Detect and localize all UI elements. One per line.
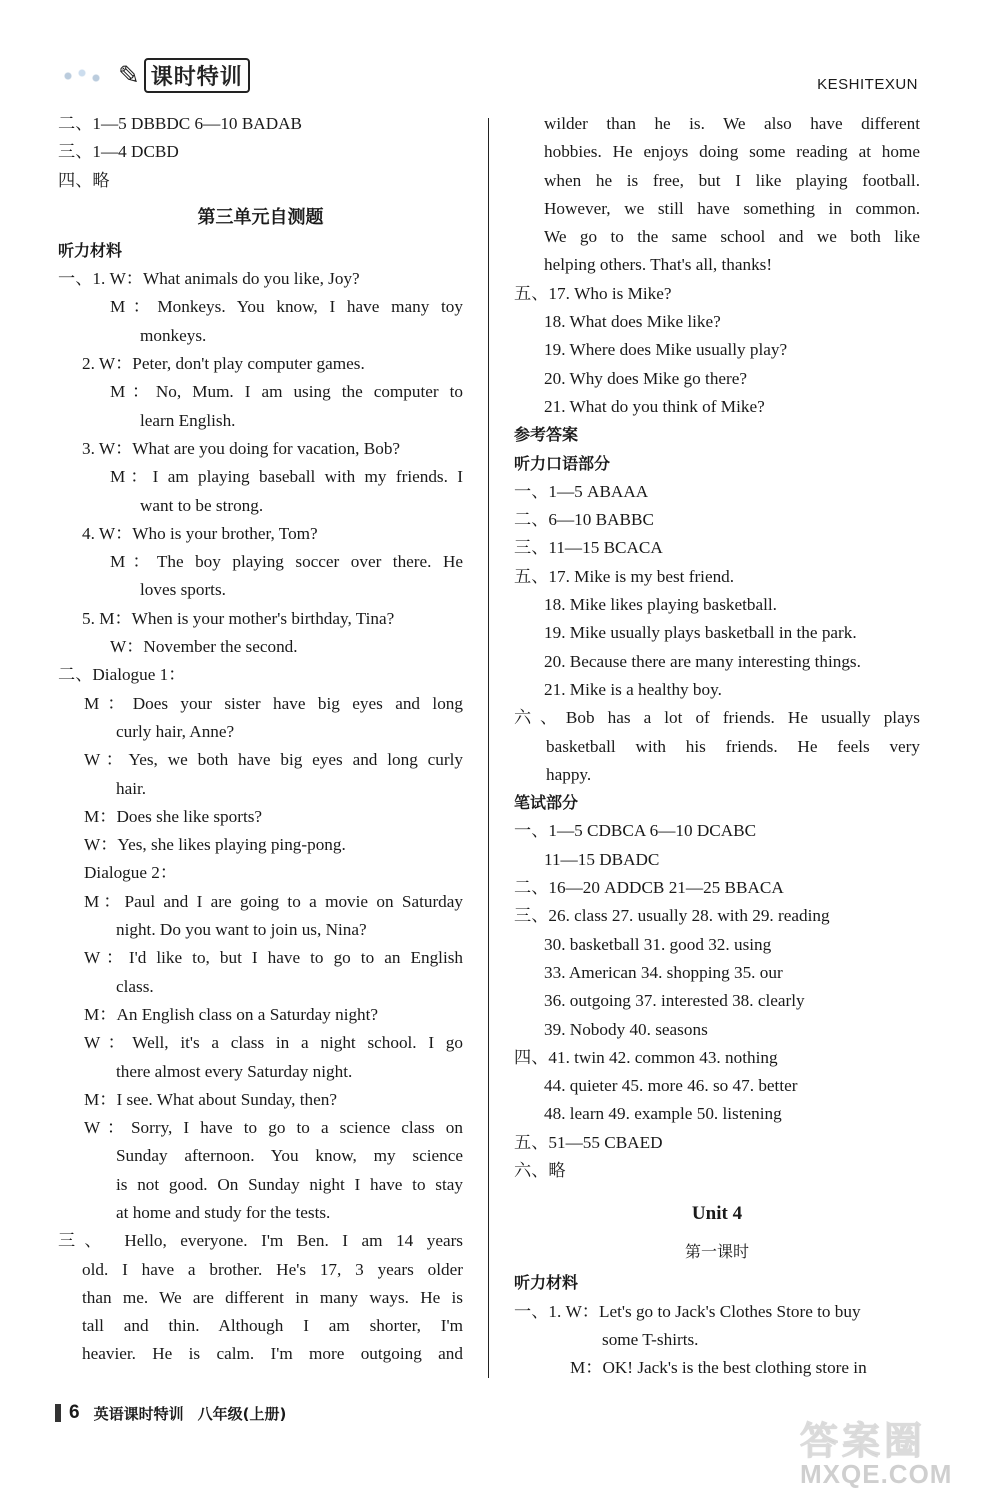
- passage-line: However, we still have something in common.: [544, 198, 920, 218]
- dialogue-line: W：Yes, we both have big eyes and long curly: [84, 750, 463, 770]
- dialogue-line: W：Well, it's a class in a night school. I go: [84, 1033, 463, 1053]
- dialogue-line: monkeys.: [140, 325, 207, 345]
- answer-line: 48. learn 49. example 50. listening: [544, 1104, 782, 1124]
- dialogue-line: M：An English class on a Saturday night?: [84, 1004, 379, 1024]
- section-title: 第三单元自测题: [197, 206, 324, 228]
- answer-line: happy.: [546, 764, 592, 784]
- answer-line: 一、1—5 CDBCA 6—10 DCABC: [514, 821, 757, 841]
- logo-title: 课时特训: [144, 58, 250, 93]
- answer-line: 四、略: [58, 170, 110, 190]
- dialogue-line: M：The boy playing soccer over there. He: [110, 552, 463, 572]
- dialogue-line: 2. W：Peter, don't play computer games.: [82, 354, 365, 374]
- dialogue-line: want to be strong.: [140, 495, 264, 515]
- answer-line: 五、51—55 CBAED: [514, 1132, 663, 1152]
- dialogue-line: loves sports.: [140, 580, 226, 600]
- answer-line: 44. quieter 45. more 46. so 47. better: [544, 1076, 798, 1096]
- written-heading: 笔试部分: [514, 793, 579, 813]
- dialogue-line: some T-shirts.: [602, 1329, 699, 1349]
- dialogue-line: M：Monkeys. You know, I have many toy: [110, 297, 463, 317]
- passage-line: wilder than he is. We also have different: [544, 114, 920, 133]
- question-line: 19. Where does Mike usually play?: [544, 340, 788, 360]
- unit-title: Unit 4: [691, 1203, 743, 1225]
- passage-line: old. I have a brother. He's 17, 3 years older: [82, 1259, 463, 1279]
- passage-line: hobbies. He enjoys doing some reading at home: [544, 142, 920, 162]
- dialogue-line: W：I'd like to, but I have to go to an English: [84, 948, 463, 968]
- dialogue-line: M：OK! Jack's is the best clothing store in: [570, 1358, 867, 1378]
- answer-line: 六、Bob has a lot of friends. He usually plays: [514, 708, 920, 728]
- dialogue-line: W：November the second.: [110, 637, 298, 657]
- left-column: [58, 110, 463, 1369]
- question-line: 五、17. Who is Mike?: [514, 283, 672, 303]
- dialogue-line: curly hair, Anne?: [116, 721, 235, 741]
- listening-heading: 听力材料: [514, 1273, 579, 1293]
- dialogue-line: Sunday afternoon. You know, my science: [116, 1146, 463, 1166]
- footer-bar: [55, 1404, 61, 1422]
- passage-line: helping others. That's all, thanks!: [544, 255, 773, 275]
- watermark-url: MXQE.COM: [800, 1459, 953, 1489]
- answer-line: 33. American 34. shopping 35. our: [544, 962, 783, 982]
- dialogue-line: 一、1. W：Let's go to Jack's Clothes Store to buy: [514, 1301, 861, 1321]
- answer-line: 36. outgoing 37. interested 38. clearly: [544, 991, 805, 1011]
- dialogue-line: W：Yes, she likes playing ping-pong.: [84, 835, 346, 855]
- dialogue-line: M：No, Mum. I am using the computer to: [110, 382, 463, 402]
- answer-line: 39. Nobody 40. seasons: [544, 1019, 708, 1039]
- answer-line: 三、1—4 DCBD: [58, 142, 179, 162]
- lesson-title: 第一课时: [684, 1242, 749, 1262]
- answer-line: 五、17. Mike is my best friend.: [514, 566, 735, 586]
- dialogue-line: night. Do you want to join us, Nina?: [116, 920, 367, 940]
- page-header: [0, 0, 1000, 100]
- question-line: 21. What do you think of Mike?: [544, 396, 765, 416]
- question-line: 18. What does Mike like?: [544, 312, 721, 332]
- answers-heading: 参考答案: [514, 425, 579, 445]
- answer-line: 20. Because there are many interesting things.: [544, 651, 861, 671]
- answer-line: 二、1—5 DBBDC 6—10 BADAB: [58, 114, 302, 133]
- dialogue-line: M：I am playing baseball with my friends. I: [110, 467, 463, 487]
- answer-line: 19. Mike usually plays basketball in the park.: [544, 623, 857, 643]
- passage-line: tall and thin. Although I am shorter, I'm: [82, 1316, 463, 1336]
- answer-line: 11—15 DBADC: [544, 849, 660, 869]
- right-column: [514, 110, 920, 1382]
- column-divider: [488, 118, 489, 1378]
- question-line: 20. Why does Mike go there?: [544, 368, 748, 388]
- passage-line: when he is free, but I like playing football.: [544, 170, 920, 190]
- answer-line: 六、略: [514, 1160, 566, 1180]
- answer-line: basketball with his friends. He feels very: [546, 736, 920, 756]
- dialogue-line: M：I see. What about Sunday, then?: [84, 1089, 337, 1109]
- passage-line: We go to the same school and we both like: [544, 227, 920, 247]
- dialogue-line: W：Sorry, I have to go to a science class on: [84, 1118, 463, 1138]
- page-footer: [55, 1402, 286, 1424]
- dialogue-label: 二、Dialogue 1：: [58, 665, 186, 685]
- logo: [58, 58, 250, 93]
- answer-line: 三、26. class 27. usually 28. with 29. reading: [514, 906, 830, 926]
- dialogue-line: hair.: [116, 778, 147, 798]
- brand-text: KESHITEXUN: [817, 76, 918, 93]
- dialogue-line: at home and study for the tests.: [116, 1202, 331, 1222]
- logo-decoration: [58, 63, 108, 89]
- answer-line: 21. Mike is a healthy boy.: [544, 679, 722, 699]
- passage-line: 三、 Hello, everyone. I'm Ben. I am 14 years: [58, 1231, 463, 1251]
- answer-line: 四、41. twin 42. common 43. nothing: [514, 1047, 778, 1067]
- dialogue-line: there almost every Saturday night.: [116, 1061, 353, 1081]
- dialogue-line: is not good. On Sunday night I have to stay: [116, 1174, 463, 1194]
- answer-line: 18. Mike likes playing basketball.: [544, 595, 777, 615]
- dialogue-label: Dialogue 2：: [84, 863, 178, 883]
- dialogue-line: 3. W：What are you doing for vacation, Bob?: [82, 438, 401, 458]
- answer-line: 二、6—10 BABBC: [514, 510, 654, 530]
- dialogue-line: M：Does your sister have big eyes and long: [84, 693, 463, 713]
- answer-line: 30. basketball 31. good 32. using: [544, 934, 772, 954]
- answer-line: 三、11—15 BCACA: [514, 538, 663, 558]
- dialogue-line: class.: [116, 976, 154, 996]
- dialogue-line: M：Paul and I are going to a movie on Saturday: [84, 891, 463, 911]
- watermark: [800, 1410, 980, 1490]
- grade-label: 八年级(上册): [197, 1404, 287, 1423]
- listening-heading: 听力材料: [58, 240, 123, 260]
- book-title: 英语课时特训: [93, 1404, 184, 1423]
- dialogue-line: 4. W：Who is your brother, Tom?: [82, 523, 318, 543]
- passage-line: than me. We are different in many ways. He is: [82, 1287, 463, 1307]
- dialogue-line: learn English.: [140, 410, 236, 430]
- answer-line: 二、16—20 ADDCB 21—25 BBACA: [514, 878, 784, 898]
- oral-heading: 听力口语部分: [514, 453, 611, 473]
- passage-line: heavier. He is calm. I'm more outgoing and: [82, 1344, 463, 1364]
- dialogue-line: M：Does she like sports?: [84, 806, 263, 826]
- answer-line: 一、1—5 ABAAA: [514, 481, 649, 501]
- page-number: 6: [69, 1402, 80, 1423]
- watermark-logo: 答案圈: [800, 1419, 927, 1463]
- dialogue-line: 5. M：When is your mother's birthday, Tina?: [82, 608, 395, 628]
- dialogue-line: 一、1. W：What animals do you like, Joy?: [58, 269, 360, 289]
- pen-icon: ✎: [118, 60, 140, 90]
